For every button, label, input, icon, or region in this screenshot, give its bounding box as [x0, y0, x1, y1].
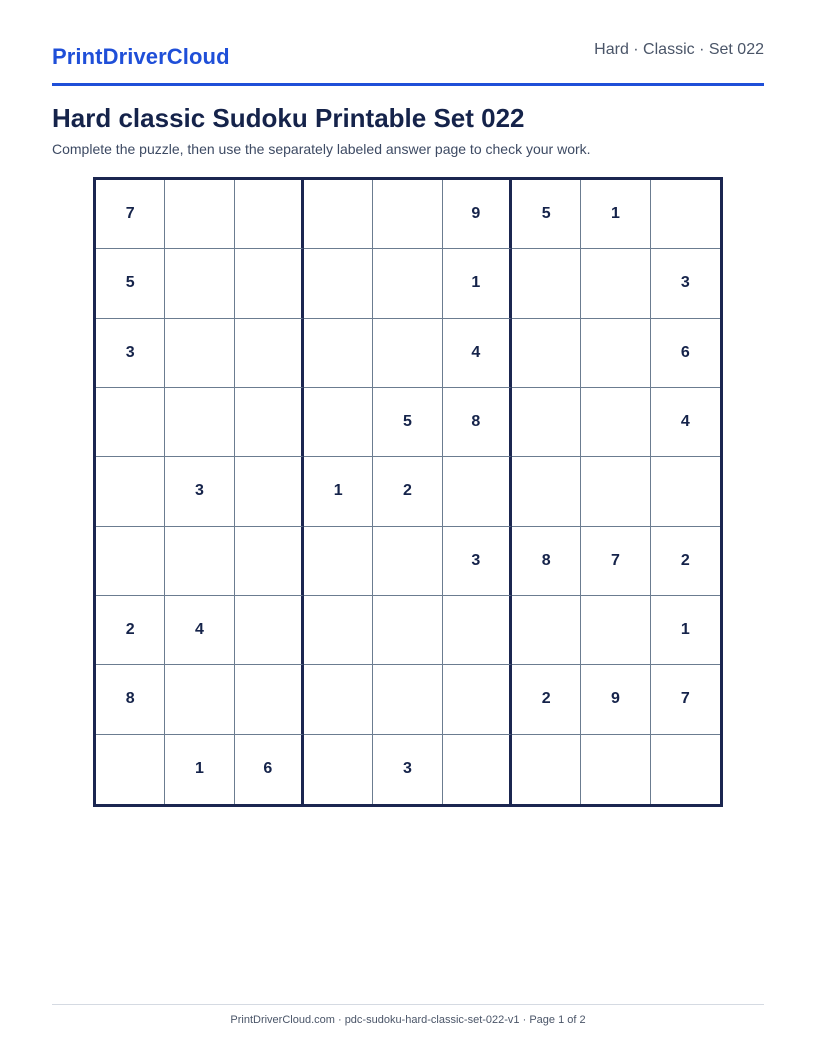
sudoku-cell-r6-c9: 2	[651, 527, 720, 596]
sudoku-cell-r8-c7: 2	[512, 665, 581, 734]
page-subtitle: Complete the puzzle, then use the separately labeled answer page to check your work.	[52, 141, 591, 157]
sudoku-cell-r6-c5	[373, 527, 442, 596]
page-header	[52, 0, 764, 86]
sudoku-cell-r2-c6: 1	[443, 249, 512, 318]
sudoku-cell-r1-c6: 9	[443, 180, 512, 249]
sudoku-cell-r7-c8	[581, 596, 650, 665]
sudoku-cell-r5-c8	[581, 457, 650, 526]
sudoku-cell-r1-c7: 5	[512, 180, 581, 249]
sudoku-grid	[93, 177, 723, 807]
sudoku-cell-r3-c5	[373, 319, 442, 388]
sudoku-cell-r9-c5: 3	[373, 735, 442, 804]
sudoku-cell-r3-c6: 4	[443, 319, 512, 388]
sudoku-cell-r9-c1	[96, 735, 165, 804]
sudoku-cell-r2-c5	[373, 249, 442, 318]
sudoku-cell-r4-c6: 8	[443, 388, 512, 457]
sudoku-cell-r4-c9: 4	[651, 388, 720, 457]
page-footer: PrintDriverCloud.com · pdc-sudoku-hard-classic-set-022-v1 · Page 1 of 2	[230, 1014, 586, 1026]
sudoku-cell-r3-c3	[235, 319, 304, 388]
sudoku-cell-r7-c1: 2	[96, 596, 165, 665]
sudoku-cell-r8-c9: 7	[651, 665, 720, 734]
sudoku-cell-r3-c4	[304, 319, 373, 388]
sudoku-cell-r4-c2	[165, 388, 234, 457]
sudoku-cell-r5-c7	[512, 457, 581, 526]
sudoku-cell-r4-c8	[581, 388, 650, 457]
sudoku-cell-r7-c6	[443, 596, 512, 665]
sudoku-cell-r2-c1: 5	[96, 249, 165, 318]
sudoku-cell-r9-c7	[512, 735, 581, 804]
sudoku-cell-r2-c7	[512, 249, 581, 318]
sudoku-cell-r2-c9: 3	[651, 249, 720, 318]
sudoku-cell-r8-c3	[235, 665, 304, 734]
sudoku-cell-r8-c2	[165, 665, 234, 734]
sudoku-cell-r1-c8: 1	[581, 180, 650, 249]
footer-divider	[52, 1004, 764, 1005]
sudoku-cell-r9-c8	[581, 735, 650, 804]
sudoku-cell-r2-c3	[235, 249, 304, 318]
sudoku-cell-r5-c2: 3	[165, 457, 234, 526]
sudoku-cell-r4-c7	[512, 388, 581, 457]
sudoku-cell-r1-c1: 7	[96, 180, 165, 249]
sudoku-cell-r2-c8	[581, 249, 650, 318]
sudoku-cell-r9-c3: 6	[235, 735, 304, 804]
page-title: Hard classic Sudoku Printable Set 022	[52, 103, 525, 133]
sudoku-cell-r9-c2: 1	[165, 735, 234, 804]
sudoku-cell-r2-c2	[165, 249, 234, 318]
sudoku-cell-r3-c7	[512, 319, 581, 388]
sudoku-cell-r9-c6	[443, 735, 512, 804]
sudoku-cell-r5-c5: 2	[373, 457, 442, 526]
brand-logo: PrintDriverCloud	[52, 44, 230, 69]
sudoku-cell-r4-c5: 5	[373, 388, 442, 457]
sudoku-cell-r9-c4	[304, 735, 373, 804]
sudoku-cell-r4-c3	[235, 388, 304, 457]
sudoku-cell-r5-c9	[651, 457, 720, 526]
sudoku-cell-r3-c2	[165, 319, 234, 388]
header-divider	[52, 83, 764, 86]
sudoku-cell-r6-c2	[165, 527, 234, 596]
sudoku-cell-r5-c6	[443, 457, 512, 526]
sudoku-cell-r3-c1: 3	[96, 319, 165, 388]
sudoku-cell-r2-c4	[304, 249, 373, 318]
sudoku-cell-r6-c4	[304, 527, 373, 596]
sudoku-cell-r6-c1	[96, 527, 165, 596]
sudoku-cell-r1-c2	[165, 180, 234, 249]
sudoku-cell-r5-c1	[96, 457, 165, 526]
sudoku-cell-r6-c7: 8	[512, 527, 581, 596]
sudoku-cell-r4-c4	[304, 388, 373, 457]
sudoku-cell-r7-c9: 1	[651, 596, 720, 665]
sudoku-cell-r3-c9: 6	[651, 319, 720, 388]
sudoku-cell-r7-c4	[304, 596, 373, 665]
sudoku-cell-r7-c7	[512, 596, 581, 665]
sudoku-cell-r1-c3	[235, 180, 304, 249]
sudoku-cell-r1-c9	[651, 180, 720, 249]
sudoku-cell-r5-c4: 1	[304, 457, 373, 526]
puzzle-meta: Hard · Classic · Set 022	[594, 41, 764, 58]
sudoku-cell-r8-c4	[304, 665, 373, 734]
sudoku-cell-r8-c8: 9	[581, 665, 650, 734]
sudoku-cell-r5-c3	[235, 457, 304, 526]
sudoku-cell-r8-c6	[443, 665, 512, 734]
sudoku-cell-r7-c3	[235, 596, 304, 665]
sudoku-cell-r3-c8	[581, 319, 650, 388]
sudoku-cell-r9-c9	[651, 735, 720, 804]
sudoku-cell-r6-c8: 7	[581, 527, 650, 596]
sudoku-cell-r4-c1	[96, 388, 165, 457]
sudoku-cell-r1-c5	[373, 180, 442, 249]
sudoku-cell-r6-c6: 3	[443, 527, 512, 596]
sudoku-cell-r7-c5	[373, 596, 442, 665]
sudoku-cell-r8-c1: 8	[96, 665, 165, 734]
sudoku-cell-r8-c5	[373, 665, 442, 734]
sudoku-cell-r7-c2: 4	[165, 596, 234, 665]
sudoku-cell-r6-c3	[235, 527, 304, 596]
sudoku-cell-r1-c4	[304, 180, 373, 249]
